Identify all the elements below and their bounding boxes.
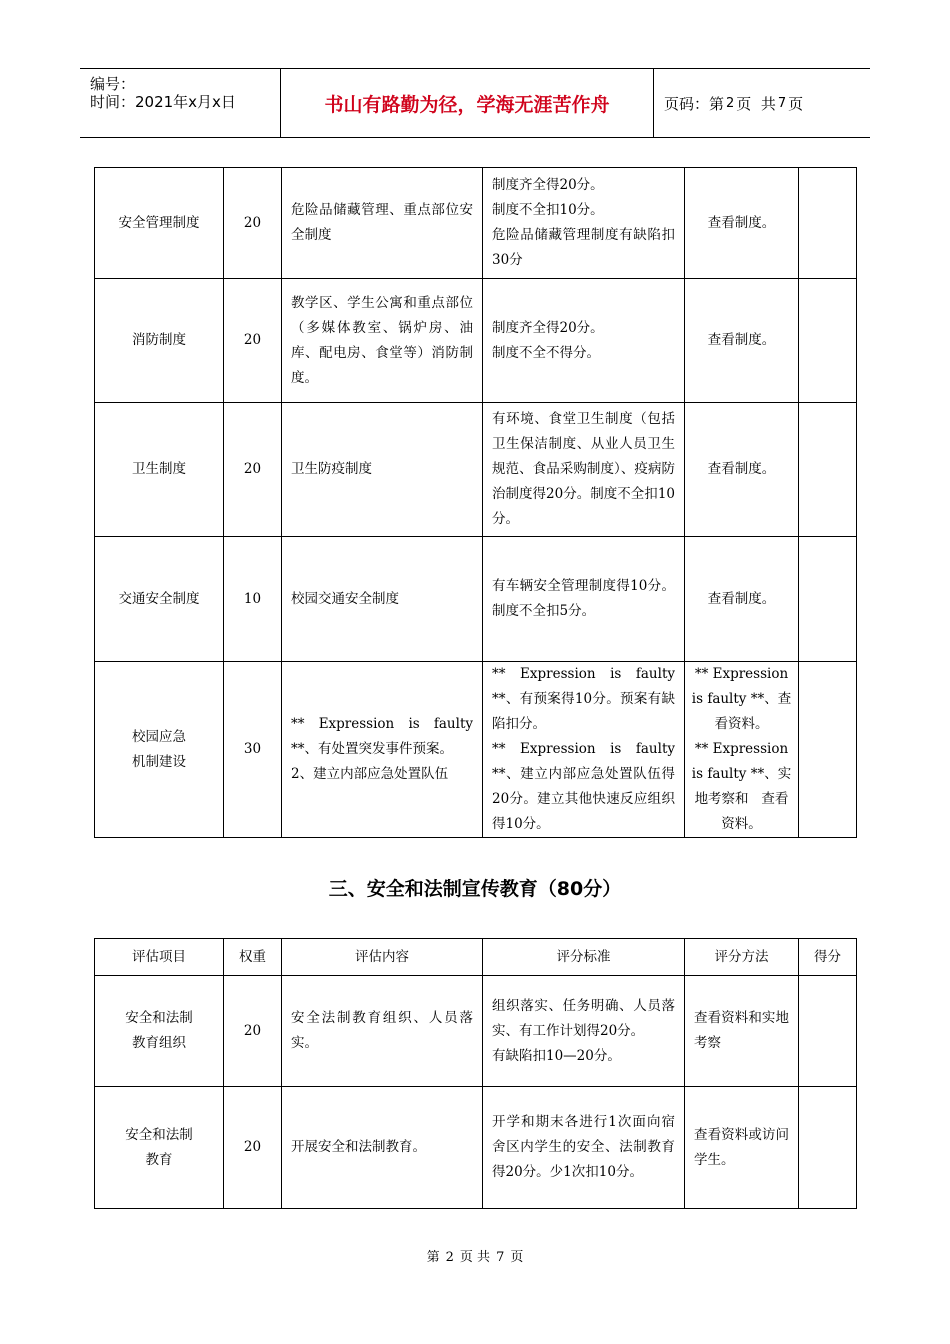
method-cell: 查看制度。 (685, 279, 799, 403)
content-line: ** Expression is faulty **、有处置突发事件预案。 (291, 716, 473, 757)
header-motto: 书山有路勤为径，学海无涯苦作舟 (281, 69, 654, 137)
item-cell (95, 976, 224, 1087)
item-line: 校园应急 (132, 728, 186, 745)
method-cell (685, 662, 799, 838)
method-cell: 查看制度。 (685, 403, 799, 537)
score-cell (799, 403, 857, 537)
table-row (95, 279, 857, 403)
content-cell: 教学区、学生公寓和重点部位（多媒体教室、锅炉房、油库、配电房、食堂等）消防制度。 (282, 279, 483, 403)
footer-suffix: 页 (510, 1250, 524, 1265)
standard-line: 制度不全扣10分。 (492, 202, 604, 218)
table-row (95, 662, 857, 838)
item-line: 安全和法制 (125, 1010, 193, 1026)
score-cell (799, 976, 857, 1087)
header-weight: 权重 (224, 939, 282, 976)
weight-cell: 20 (224, 403, 282, 537)
score-cell (799, 1087, 857, 1209)
footer-total: 7 (496, 1250, 505, 1265)
serial-label: 编号： (90, 75, 136, 93)
table-row (95, 1087, 857, 1209)
table-row (95, 403, 857, 537)
method-line: ** Expression is faulty **、实地考察和 查看资料。 (691, 741, 793, 832)
standard-cell: 有环境、食堂卫生制度（包括卫生保洁制度、从业人员卫生规范、食品采购制度）、疫病防治制度得20分。制度不全扣10分。 (483, 403, 685, 537)
page-mid: 页 共 (736, 94, 776, 113)
score-cell (799, 168, 857, 279)
weight-cell: 10 (224, 537, 282, 662)
item-cell: 交通安全制度 (95, 537, 224, 662)
item-line: 教育 (145, 1151, 173, 1168)
item-cell (95, 1087, 224, 1209)
time-label: 时间：2021年x月x日 (90, 93, 236, 111)
standard-line: ** Expression is faulty **、建立内部应急处置队伍得20分。建立其他快速反应组织得10分。 (492, 741, 675, 832)
education-table (94, 938, 857, 1209)
score-cell (799, 279, 857, 403)
method-cell: 查看制度。 (685, 537, 799, 662)
standard-cell: 开学和期末各进行1次面向宿舍区内学生的安全、法制教育得20分。少1次扣10分。 (483, 1087, 685, 1209)
standard-line: 制度齐全得20分。 (492, 319, 604, 336)
weight-cell: 20 (224, 168, 282, 279)
standard-line: 危险品储藏管理制度有缺陷扣30分 (492, 227, 675, 268)
method-line: ** Expression is faulty **、查看资料。 (691, 666, 792, 732)
page-suffix: 页 (788, 94, 804, 113)
item-cell: 安全管理制度 (95, 168, 224, 279)
footer-current: 2 (445, 1250, 454, 1265)
content-cell: 开展安全和法制教育。 (282, 1087, 483, 1209)
standard-cell (483, 976, 685, 1087)
page-total: 7 (777, 95, 787, 111)
content-cell (282, 662, 483, 838)
content-line: 2、建立内部应急处置队伍 (291, 766, 449, 782)
weight-cell: 20 (224, 976, 282, 1087)
weight-cell: 30 (224, 662, 282, 838)
content-cell: 安全法制教育组织、人员落实。 (282, 976, 483, 1087)
standard-line: 组织落实、任务明确、人员落实、有工作计划得20分。 (492, 997, 675, 1039)
page-prefix: 页码：第 (664, 94, 725, 113)
header-content: 评估内容 (282, 939, 483, 976)
item-cell: 卫生制度 (95, 403, 224, 537)
item-cell: 消防制度 (95, 279, 224, 403)
content-cell: 卫生防疫制度 (282, 403, 483, 537)
weight-cell: 20 (224, 279, 282, 403)
method-cell: 查看资料和实地考察 (685, 976, 799, 1087)
header-standard: 评分标准 (483, 939, 685, 976)
page-footer (0, 1246, 950, 1265)
standard-cell (483, 662, 685, 838)
content-cell: 校园交通安全制度 (282, 537, 483, 662)
standard-cell (483, 168, 685, 279)
item-cell (95, 662, 224, 838)
method-cell: 查看制度。 (685, 168, 799, 279)
header-meta (80, 69, 281, 137)
page-header (80, 68, 870, 138)
content-cell: 危险品储藏管理、重点部位安全制度 (282, 168, 483, 279)
item-line: 安全和法制 (125, 1126, 193, 1143)
table-header-row (95, 939, 857, 976)
weight-cell: 20 (224, 1087, 282, 1209)
item-line: 教育组织 (132, 1035, 186, 1051)
safety-rules-table (94, 167, 857, 838)
header-page-info (664, 69, 803, 137)
header-score: 得分 (799, 939, 857, 976)
section-title: 三、安全和法制宣传教育（80分） (328, 878, 622, 900)
standard-line: 制度不全不得分。 (492, 344, 600, 361)
page-current: 2 (726, 95, 735, 111)
table-row (95, 168, 857, 279)
footer-prefix: 第 (426, 1250, 440, 1265)
standard-line: 制度齐全得20分。 (492, 177, 604, 193)
item-line: 机制建设 (132, 753, 186, 770)
standard-line: 有缺陷扣10—20分。 (492, 1047, 621, 1064)
standard-line: ** Expression is faulty **、有预案得10分。预案有缺陷扣分。 (492, 666, 675, 732)
standard-cell (483, 279, 685, 403)
table-row (95, 976, 857, 1087)
score-cell (799, 662, 857, 838)
score-cell (799, 537, 857, 662)
method-cell: 查看资料或访问学生。 (685, 1087, 799, 1209)
table-row (95, 537, 857, 662)
header-method: 评分方法 (685, 939, 799, 976)
header-item: 评估项目 (95, 939, 224, 976)
standard-cell: 有车辆安全管理制度得10分。制度不全扣5分。 (483, 537, 685, 662)
footer-mid: 页 共 (459, 1250, 491, 1265)
